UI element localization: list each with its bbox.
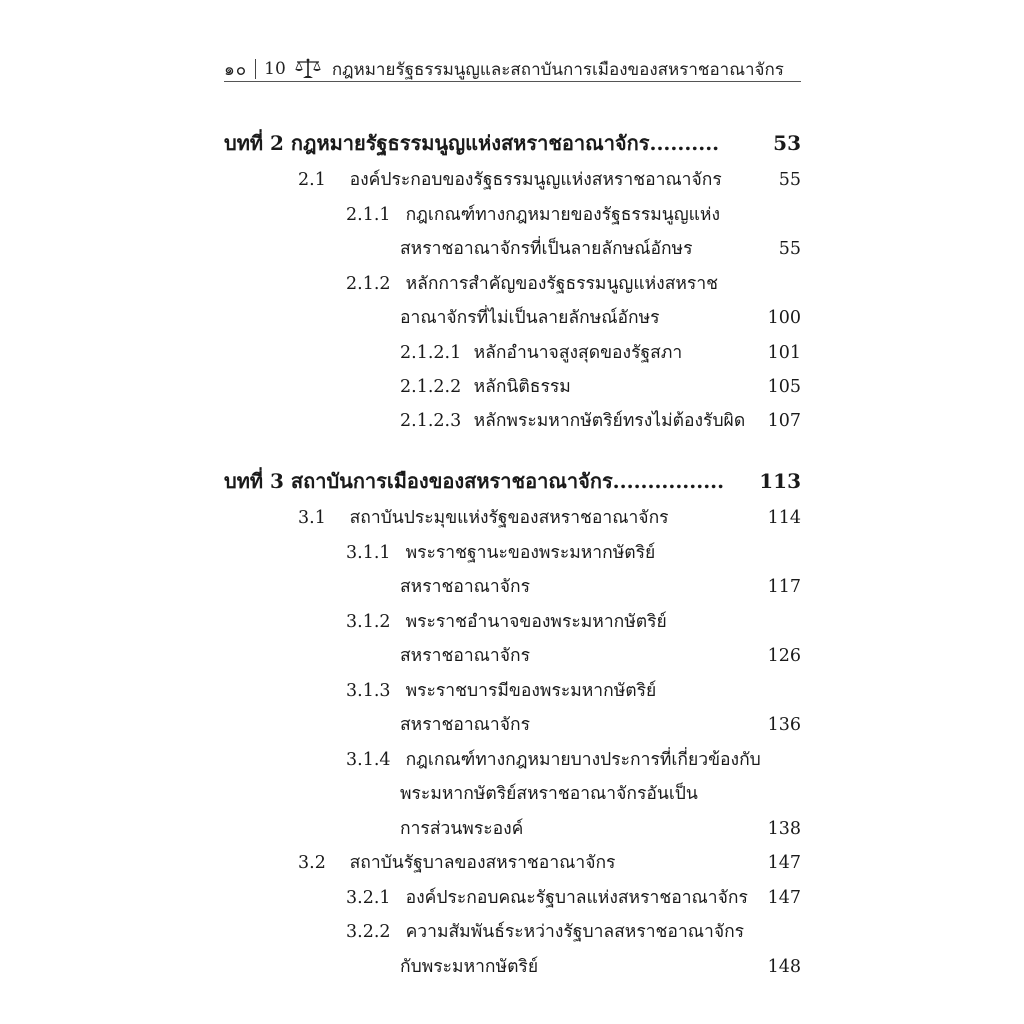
- toc-entry-2-1-2[interactable]: [346, 272, 801, 298]
- section-number: 2.1.2.3: [400, 411, 462, 431]
- section-title: หลักอำนาจสูงสุดของรัฐสภา: [473, 343, 683, 363]
- section-title-line2: กับพระมหากษัตริย์: [400, 957, 539, 977]
- toc-entry-2-1-2-2[interactable]: [400, 375, 801, 401]
- section-title-line3: การส่วนพระองค์: [400, 819, 524, 839]
- page-number: 138: [767, 819, 801, 839]
- page-number: 101: [767, 343, 801, 363]
- header-rule: [224, 81, 801, 82]
- toc-entry-3-1-1-cont[interactable]: [400, 575, 801, 601]
- section-number: 2.1.2.1: [400, 343, 462, 363]
- chapter-label: บทที่ 3 สถาบันการเมืองของสหราชอาณาจักร................: [224, 469, 725, 493]
- section-number: 3.1.2: [346, 612, 391, 632]
- chapter-label: บทที่ 2 กฎหมายรัฐธรรมนูญแห่งสหราชอาณาจักร..........: [224, 131, 720, 155]
- section-number: 3.2.2: [346, 922, 391, 942]
- section-title: องค์ประกอบคณะรัฐบาลแห่งสหราชอาณาจักร: [405, 888, 748, 908]
- page-number: 147: [767, 853, 801, 873]
- toc-entry-3-2-2[interactable]: [346, 920, 801, 946]
- page-number: 113: [759, 469, 801, 493]
- book-title: กฎหมายรัฐธรรมนูญและสถาบันการเมืองของสหราชอาณาจักร: [331, 59, 784, 80]
- section-title-line1: พระราชฐานะของพระมหากษัตริย์: [405, 543, 656, 563]
- toc-entry-3-1-3-cont[interactable]: [400, 713, 801, 739]
- toc-entry-3-1-2[interactable]: [346, 610, 801, 636]
- toc-entry-3-1-4-cont2[interactable]: [400, 817, 801, 843]
- section-title-line1: ความสัมพันธ์ระหว่างรัฐบาลสหราชอาณาจักร: [405, 922, 745, 942]
- section-title-line1: พระราชบารมีของพระมหากษัตริย์: [405, 681, 657, 701]
- page-number: 147: [767, 888, 801, 908]
- section-number: 2.1.2.2: [400, 377, 462, 397]
- toc-entry-2-1-1-cont[interactable]: [400, 237, 801, 263]
- toc-entry-3-1-4[interactable]: [346, 748, 801, 774]
- toc-entry-2-1-2-cont[interactable]: [400, 306, 801, 332]
- page-number: 126: [767, 646, 801, 666]
- page-number: 55: [778, 170, 801, 190]
- section-title-line2: สหราชอาณาจักร: [400, 715, 530, 735]
- toc-entry-3-2-1[interactable]: [346, 886, 801, 912]
- toc-entry-3-2-2-cont[interactable]: [400, 955, 801, 981]
- section-number: 3.1.1: [346, 543, 391, 563]
- section-number: 3.1.4: [346, 750, 391, 770]
- toc-entry-3-2[interactable]: [298, 851, 801, 877]
- section-title: หลักนิติธรรม: [473, 377, 571, 397]
- scales-of-justice-icon: [294, 58, 322, 80]
- section-title-line1: พระราชอำนาจของพระมหากษัตริย์: [405, 612, 667, 632]
- section-title-line1: กฎเกณฑ์ทางกฎหมายของรัฐธรรมนูญแห่ง: [405, 205, 720, 225]
- toc-entry-3-1-4-cont1[interactable]: [400, 782, 801, 808]
- section-title-line2: อาณาจักรที่ไม่เป็นลายลักษณ์อักษร: [400, 308, 660, 328]
- page-number: 136: [767, 715, 801, 735]
- toc-entry-3-1-2-cont[interactable]: [400, 644, 801, 670]
- section-number: 3.2: [298, 853, 326, 873]
- section-title: สถาบันรัฐบาลของสหราชอาณาจักร: [349, 853, 616, 873]
- section-title-line1: กฎเกณฑ์ทางกฎหมายบางประการที่เกี่ยวข้องกับ: [405, 750, 761, 770]
- toc-entry-2-1-2-1[interactable]: [400, 341, 801, 367]
- toc-entry-3-1[interactable]: [298, 506, 801, 532]
- section-title: สถาบันประมุขแห่งรัฐของสหราชอาณาจักร: [349, 508, 669, 528]
- page-number: 100: [767, 308, 801, 328]
- page-number: 107: [767, 411, 801, 431]
- page-number: 53: [773, 131, 801, 155]
- page-number: 148: [767, 957, 801, 977]
- section-number: 2.1: [298, 170, 326, 190]
- toc-chapter-3[interactable]: [224, 468, 801, 496]
- section-number: 3.1.3: [346, 681, 391, 701]
- page-number-thai: ๑๐: [224, 59, 248, 80]
- header-separator: [255, 59, 256, 79]
- section-title-line2: สหราชอาณาจักรที่เป็นลายลักษณ์อักษร: [400, 239, 693, 259]
- running-header: [224, 56, 800, 82]
- toc-entry-3-1-1[interactable]: [346, 541, 801, 567]
- toc-chapter-2[interactable]: [224, 130, 801, 158]
- section-number: 3.1: [298, 508, 326, 528]
- section-title: องค์ประกอบของรัฐธรรมนูญแห่งสหราชอาณาจักร: [349, 170, 722, 190]
- page-number: 114: [767, 508, 801, 528]
- section-title-line2: พระมหากษัตริย์สหราชอาณาจักรอันเป็น: [400, 784, 698, 804]
- section-title-line2: สหราชอาณาจักร: [400, 646, 530, 666]
- page-number: 105: [767, 377, 801, 397]
- section-title: หลักพระมหากษัตริย์ทรงไม่ต้องรับผิด: [473, 411, 746, 431]
- section-title-line1: หลักการสำคัญของรัฐธรรมนูญแห่งสหราช: [405, 274, 719, 294]
- toc-entry-2-1-1[interactable]: [346, 203, 801, 229]
- toc-entry-2-1[interactable]: [298, 168, 801, 194]
- toc-entry-2-1-2-3[interactable]: [400, 409, 801, 435]
- section-title-line2: สหราชอาณาจักร: [400, 577, 530, 597]
- section-number: 2.1.2: [346, 274, 391, 294]
- page-number-arabic: 10: [264, 59, 286, 79]
- section-number: 3.2.1: [346, 888, 391, 908]
- page-number: 55: [778, 239, 801, 259]
- section-number: 2.1.1: [346, 205, 391, 225]
- page-number: 117: [767, 577, 801, 597]
- toc-entry-3-1-3[interactable]: [346, 679, 801, 705]
